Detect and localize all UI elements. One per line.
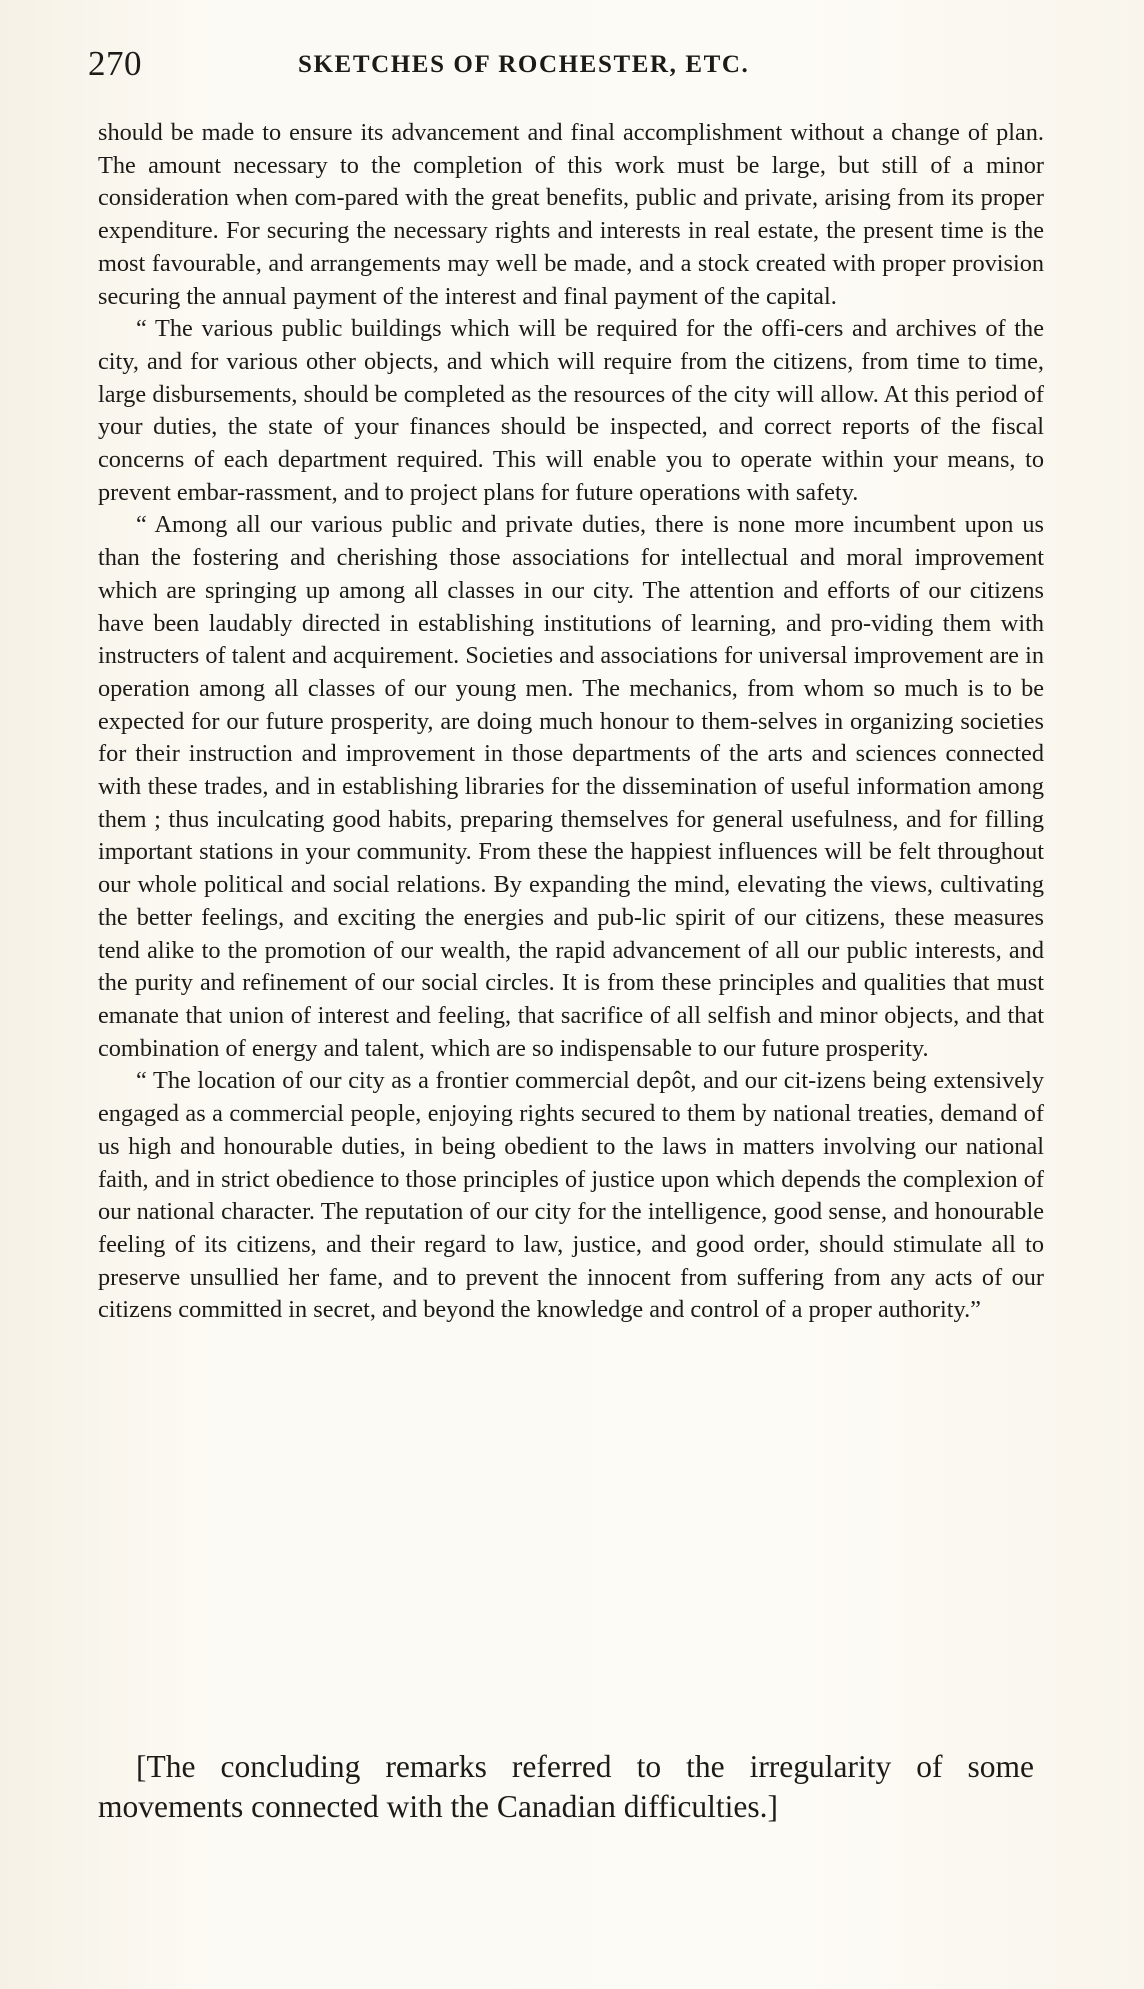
paragraph-associations: “ Among all our various public and private duties, there is none more incumbent upon us than the fostering and cherishing those associations for intellectual and moral improvement which are springing up among all classes in our city. The attention and efforts of our citizens have been laudably directed in establishing institutions of learning, and pro-viding them with instructers of talent and acquirement. Societies and associations for universal improvement are in operation among all classes of our young men. The mechanics, from whom so much is to be expected for our future prosperity, are doing much honour to them-selves in organizing societies for their instruction and improvement in those departments of the arts and sciences connected with these trades, and in establishing libraries for the dissemination of useful information among them ; thus inculcating good habits, preparing themselves for general usefulness, and for filling important stations in your community. From these the happiest influences will be felt throughout our whole political and social relations. By expanding the mind, elevating the views, cultivating the better feelings, and exciting the energies and pub-lic spirit of our citizens, these measures tend alike to the promotion of our wealth, the rapid advancement of all our public interests, and the purity and refinement of our social circles. It is from these principles and qualities that must emanate that union of interest and feeling, that sacrifice of all selfish and minor objects, and that combination of energy and talent, which are so indispensable to our future prosperity. <box>98 511 1044 1062</box>
paragraph-continuation: should be made to ensure its advancement and final accomplishment without a change of plan. The amount necessary to the completion of this work must be large, but still of a minor consideration when com-pared with the great benefits, public and private, arising from its proper expenditure. For securing the necessary rights and interests in real estate, the present time is the most favourable, and arrangements may well be made, and a stock created with proper provision securing the annual payment of the interest and final payment of the capital. <box>98 119 1044 310</box>
page-header <box>88 42 908 86</box>
paragraph-frontier-depot: “ The location of our city as a frontier commercial depôt, and our cit-izens being extensively engaged as a commercial people, enjoying rights secured to them by national treaties, demand of us high and honourable duties, in being obedient to the laws in matters involving our national faith, and in strict obedience to those principles of justice upon which depends the complexion of our national character. The reputation of our city for the intelligence, good sense, and honourable feeling of its citizens, and their regard to law, justice, and good order, should stimulate all to preserve unsullied her fame, and to prevent the innocent from suffering from any acts of our citizens committed in secret, and beyond the knowledge and control of a proper authority.” <box>98 1067 1044 1324</box>
paragraph-public-buildings: “ The various public buildings which will be required for the offi-cers and archives of the city, and for various other objects, and which will require from the citizens, from time to time, large disbursements, should be completed as the resources of the city will allow. At this period of your duties, the state of your finances should be inspected, and correct reports of the fiscal concerns of each department required. This will enable you to operate within your means, to prevent embar-rassment, and to project plans for future operations with safety. <box>98 315 1044 506</box>
closing-editorial-note: [The concluding remarks referred to the irregularity of some movements connected with the Canadian difficulties.] <box>98 1749 1034 1824</box>
running-title: SKETCHES OF ROCHESTER, ETC. <box>298 51 750 78</box>
page-number: 270 <box>88 44 142 83</box>
body-text <box>98 117 1044 1327</box>
